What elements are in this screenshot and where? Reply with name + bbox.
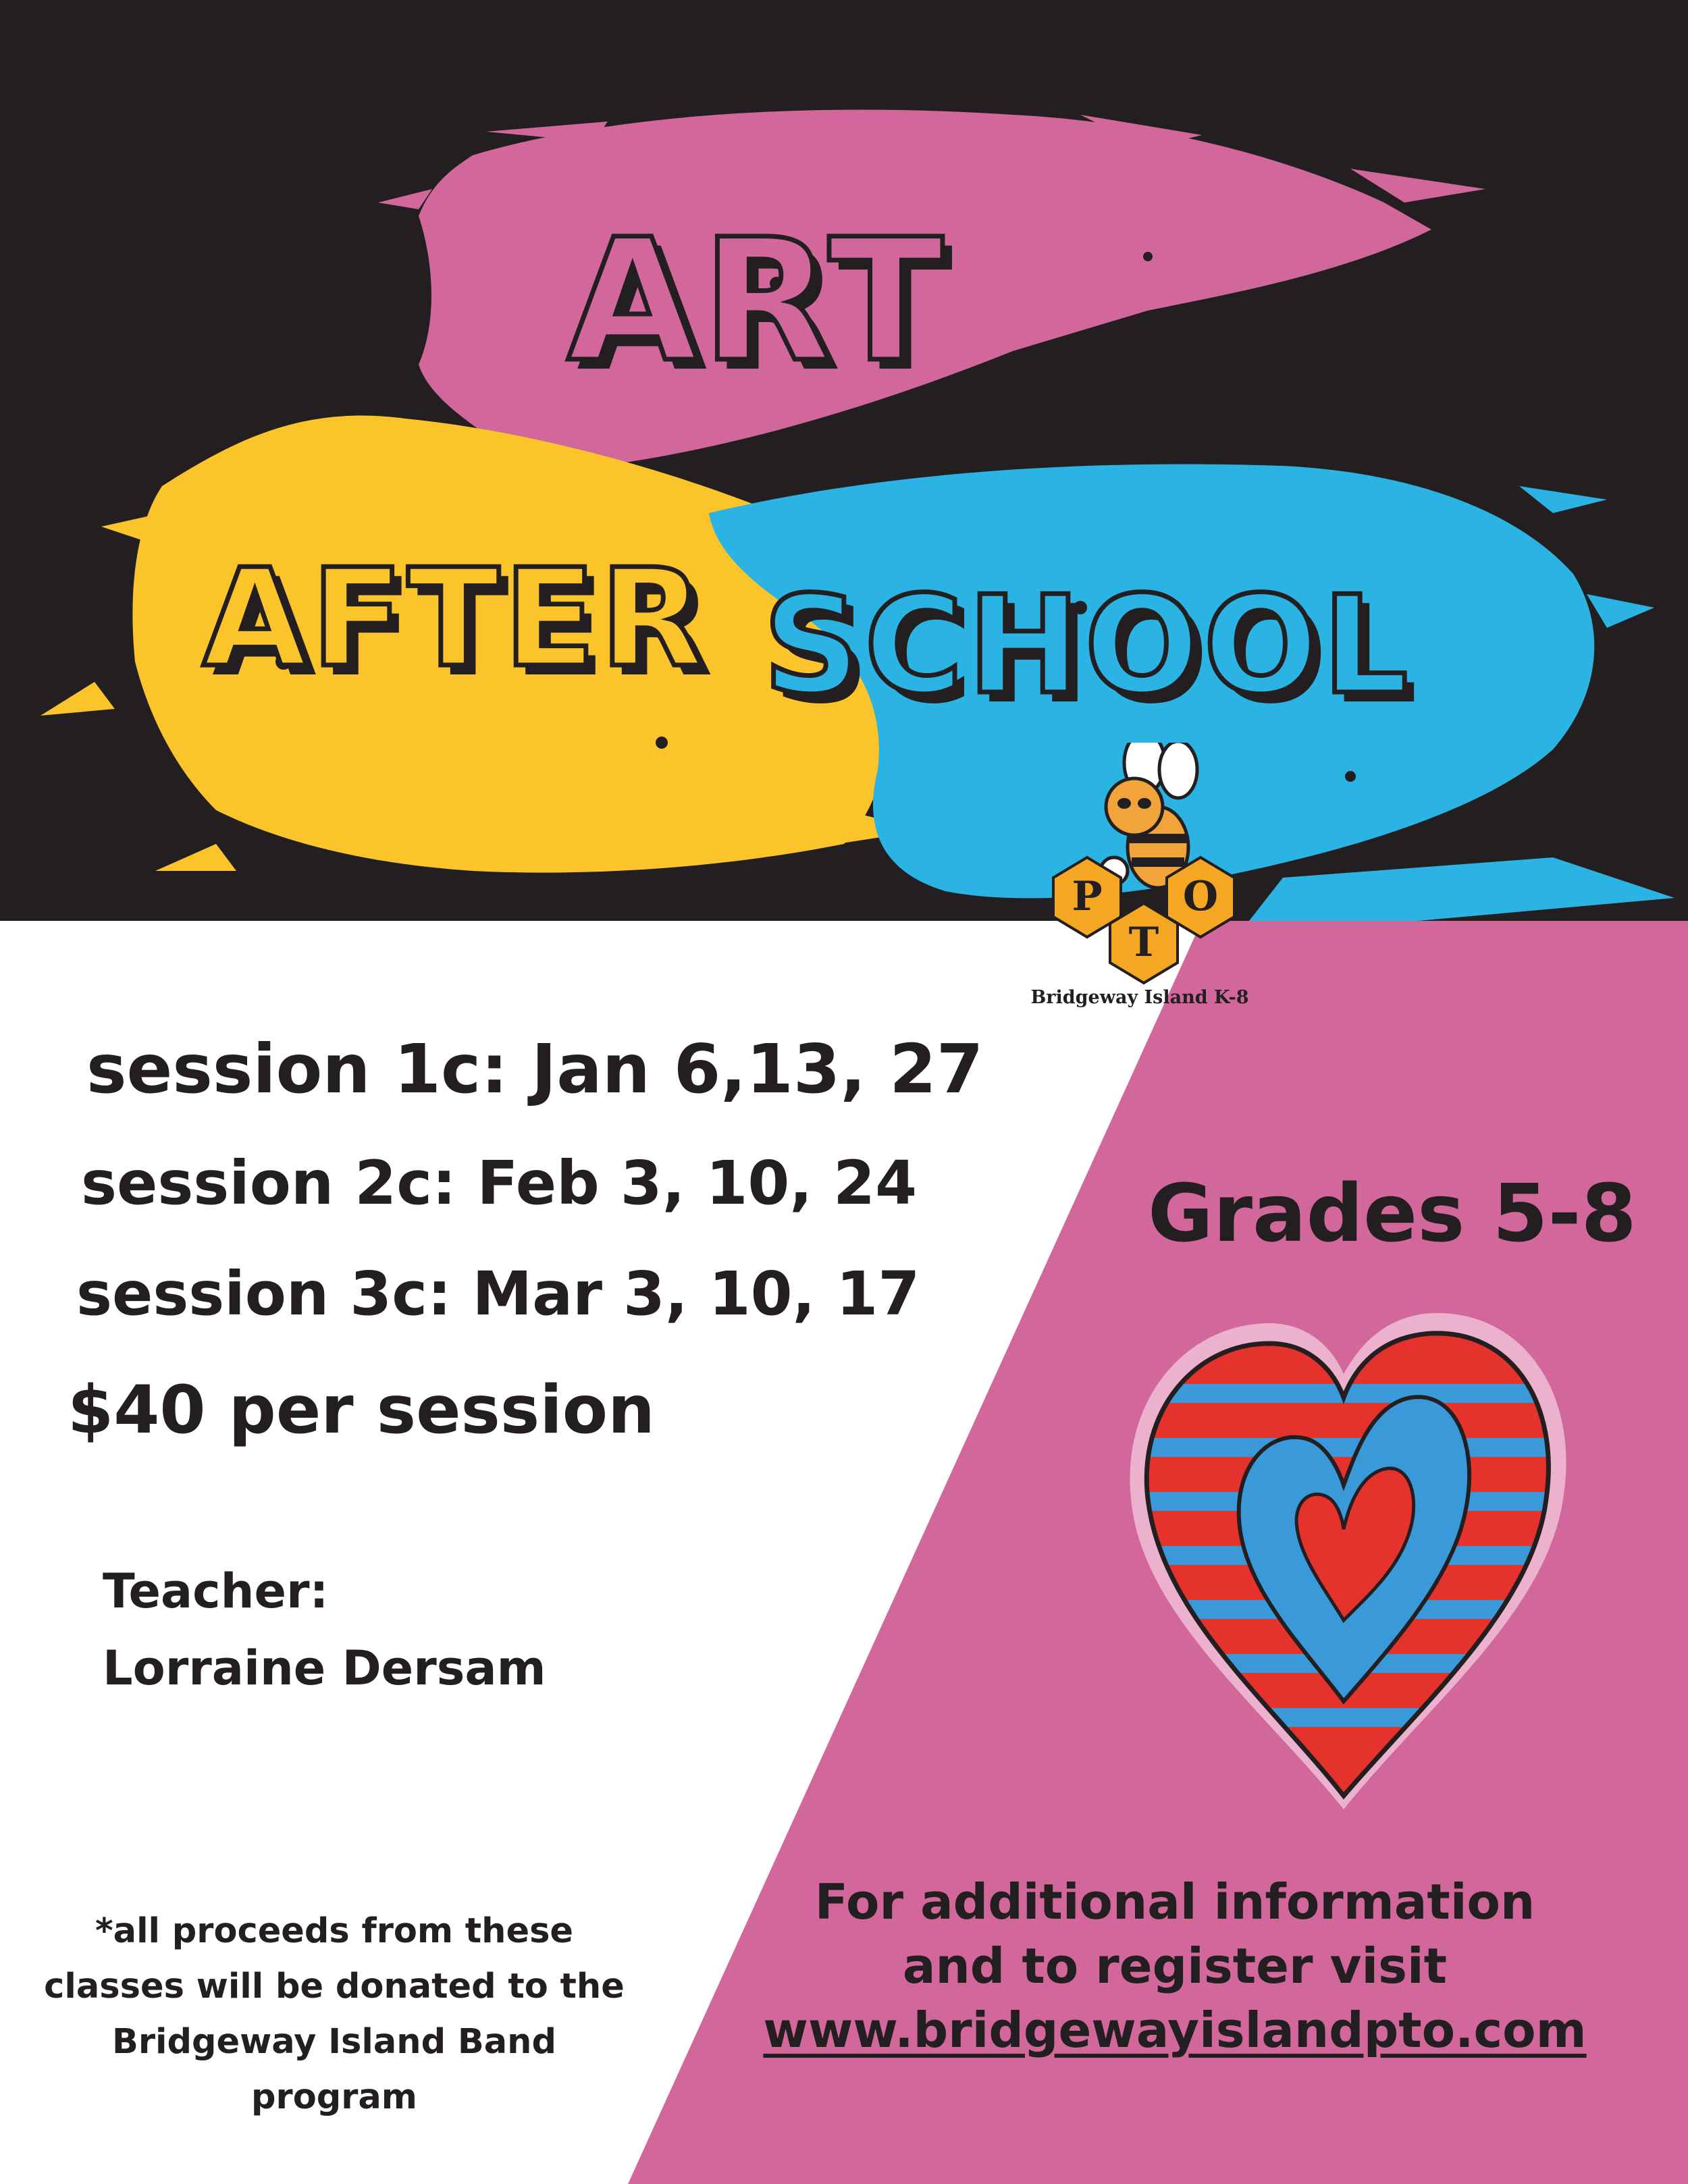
proceeds-line-1: *all proceeds from these (95, 1911, 574, 1951)
proceeds-note (27, 1904, 641, 2125)
session-2c: session 2c: Feb 3, 10, 24 (81, 1148, 918, 1218)
svg-text:T: T (1128, 919, 1159, 966)
title-after: AFTER (203, 540, 708, 697)
heart-artwork-icon (1121, 1296, 1566, 1809)
register-link[interactable]: www.bridgewayislandpto.com (763, 2002, 1587, 2058)
header-banner (0, 0, 1688, 921)
title-art: ART (567, 203, 948, 399)
proceeds-line-3: Bridgeway Island Band program (112, 2022, 556, 2117)
price: $40 per session (68, 1372, 655, 1449)
session-1c: session 1c: Jan 6,13, 27 (86, 1030, 984, 1109)
svg-text:P: P (1072, 873, 1103, 920)
teacher-label: Teacher: (103, 1564, 329, 1619)
svg-text:O: O (1182, 873, 1219, 920)
paint-splash-art (0, 0, 1688, 921)
proceeds-line-2: classes will be donated to the (44, 1967, 625, 2006)
teacher-name: Lorraine Dersam (103, 1641, 546, 1696)
register-info (756, 1870, 1593, 2062)
title-school: SCHOOL (763, 567, 1413, 724)
session-3c: session 3c: Mar 3, 10, 17 (76, 1258, 920, 1329)
pto-caption: Bridgeway Island K-8 (1030, 987, 1249, 1008)
grades-label: Grades 5-8 (1148, 1167, 1637, 1260)
bee-mascot-icon (1101, 743, 1197, 888)
pto-logo (1006, 743, 1276, 1026)
info-line-2: and to register visit (902, 1938, 1448, 1994)
info-line-1: For additional information (814, 1873, 1535, 1930)
